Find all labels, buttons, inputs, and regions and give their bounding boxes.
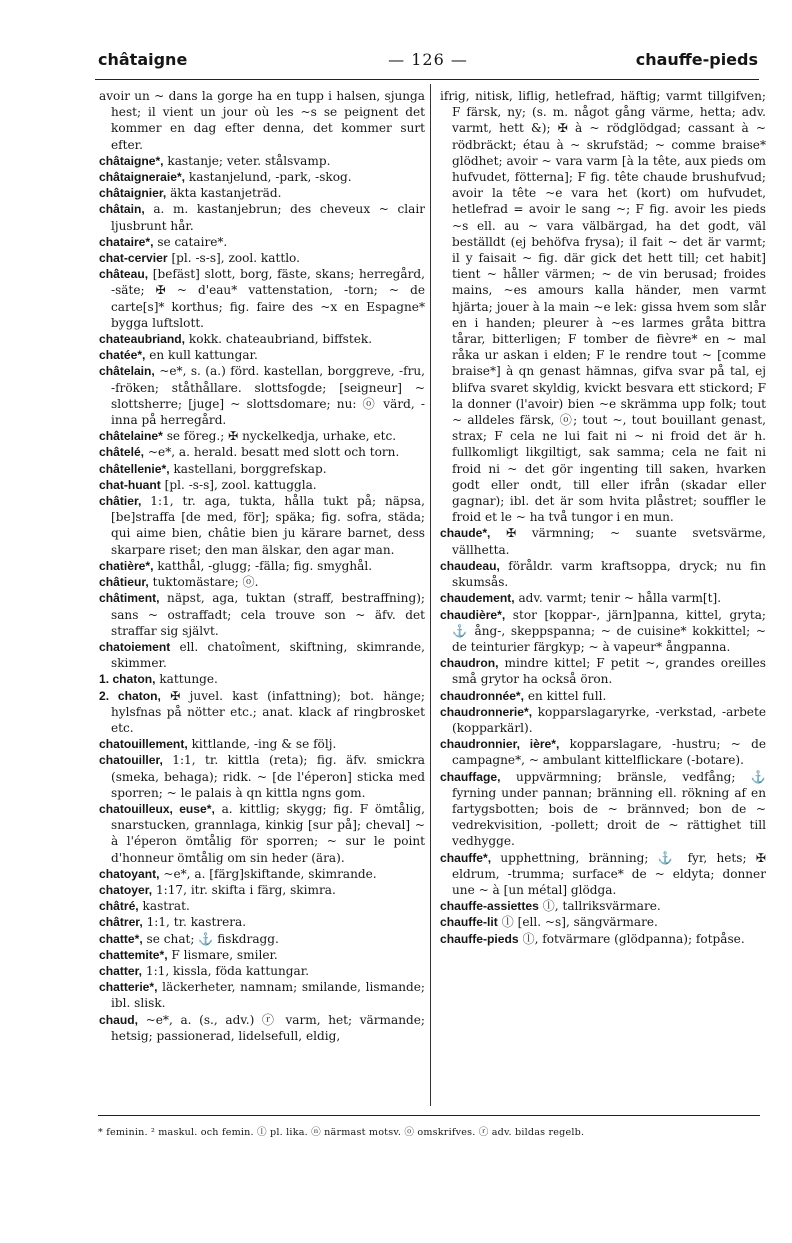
dictionary-entry — [440, 769, 766, 850]
dictionary-entry — [99, 347, 425, 363]
dictionary-entry — [99, 201, 425, 233]
right-column — [440, 88, 766, 1106]
entry-definition: ~e*, a. (s., adv.) ⓡ varm, het; värmande; hetsig; passionerad, lidelsefull, eldig, — [111, 1012, 425, 1043]
entry-headword: chauffage, — [440, 769, 501, 784]
entry-definition: läckerheter, namnam; smilande, lismande; ibl. slisk. — [111, 980, 425, 1011]
entry-definition: 1:1, tr. kittla (reta); fig. äfv. smickra (smeka, behaga); ridk. ~ [de l'éperon] sticka med sporren; ~ le palais à qn kittla ngns gom. — [111, 753, 425, 800]
entry-definition: äkta kastanjeträd. — [170, 186, 282, 201]
entry-headword: chatée*, — [99, 348, 146, 363]
entry-definition: kokk. chateaubriand, biffstek. — [188, 332, 373, 347]
entry-definition: [befäst] slott, borg, fäste, skans; herregård, -säte; ✠ ~ d'eau* vattenstation, -torn; ~ de carte[s]* korthus; fig. faire des ~x en Espagne* bygga luftslott. — [111, 267, 425, 330]
dictionary-entry — [99, 801, 425, 866]
entry-headword: chaudière*, — [440, 607, 506, 622]
dictionary-entry — [99, 574, 425, 590]
dictionary-entry — [99, 1012, 425, 1044]
entry-definition: F lismare, smiler. — [171, 947, 278, 962]
entry-headword: chattemite*, — [99, 947, 168, 962]
dictionary-entry — [99, 363, 425, 428]
entry-headword: chaudement, — [440, 591, 515, 606]
entry-definition: en kull kattungar. — [149, 348, 258, 363]
dictionary-entry — [99, 590, 425, 639]
dictionary-entry — [99, 963, 425, 979]
dictionary-entry — [99, 671, 425, 687]
entry-headword: chatte*, — [99, 931, 143, 946]
entry-headword: chatouiller, — [99, 753, 163, 768]
entry-definition: näpst, aga, tuktan (straff, bestraffning); sans ~ ostraffadt; cela trouve son ~ äfv. det straffar sig självt. — [111, 591, 425, 638]
entry-definition: ell. chatoîment, skiftning, skimrande, skimmer. — [111, 639, 425, 671]
header-last-word: chauffe-pieds — [635, 50, 758, 69]
dictionary-entry — [99, 185, 425, 201]
entry-headword: chataire*, — [99, 234, 154, 249]
dictionary-entry — [440, 88, 766, 525]
entry-definition: 1:1, kissla, föda kattungar. — [145, 963, 310, 978]
page-number: — 126 — — [388, 50, 468, 69]
entry-definition: se föreg.; ✠ nyckelkedja, urhake, etc. — [166, 429, 397, 444]
entry-headword: 1. chaton, — [99, 672, 156, 687]
entry-headword: chaude*, — [440, 526, 491, 541]
entry-headword: chauffe-lit — [440, 915, 498, 930]
entry-definition: stor [koppar-, järn]panna, kittel, gryta; ⚓ ång-, skeppspanna; ~ de cuisine* kokkittel; ~ de teinturier färgkyp; ~ à vapeur* ångpanna. — [452, 607, 766, 654]
entry-headword: chaudron, — [440, 656, 499, 671]
entry-headword: chauffe*, — [440, 850, 492, 865]
entry-headword: chaudronnier, ière*, — [440, 737, 560, 752]
entry-definition: a. kittlig; skygg; fig. F ömtålig, snarstucken, grannlaga, kinkig [sur på]; cheval] ~ à l'éperon ömtålig för sporren; ~ sur le point d'honneur ömtålig om sin heder (ära). — [111, 801, 425, 865]
entry-headword: 2. chaton, — [99, 688, 161, 703]
entry-definition: se cataire*. — [157, 234, 228, 249]
dictionary-entry — [99, 444, 425, 460]
abbreviation-legend: * feminin. ² maskul. och femin. ⓛ pl. lika. ⓝ närmast motsv. ⓞ omskrifves. ⓡ adv. bildas regelb. — [98, 1127, 585, 1138]
dictionary-entry — [99, 234, 425, 250]
entry-definition: ifrig, nitisk, liflig, hetlefrad, häftig; varmt tillgifven; F färsk, ny; (s. m. något gång värme, hetta; adv. varmt, hett &); ✠ à ~ rödglödgad; cassant à ~ rödbräckt; étau à ~ skrufstäd; ~ comme braise* glödhet; avoir ~ vara varm [à la tête, aux pieds om hufvudet, fötterna]; F fig. tête chaude brushufvud; avoir la tête ~e vara het (kort) om hufvudet, hetlefrad = avoir le sang ~; F fig. avoir les pieds ~s ell. au ~ vara välbärgad, ha det godt, väl beställdt (ej behöfva frysa); il fait ~ det är varmt; il y faisait ~ fig. där gick det hett till; cet habit] tient ~ håller värmen; ~ de vin berusad; froides mains, ~es amours kalla händer, men varmt hjärta; jouer à la main ~e lek: gissa hvem som slår en i handen; pleurer à ~es larmes gråta bittra tårar, bitterligen; F tomber de fièvre* en ~ mal råka ur askan i elden; F le rendre tout ~ [comme braise*] à qn genast hämnas, gifva svar på tal, ej blifva svaret skyldig, kvickt besvara ett stickord; F la donner (l'avoir) bien ~e skrämma upp folk; tout ~ alldeles färsk, ⓞ; tout ~, tout bouillant genast, strax; F cela ne lui fait ni ~ ni froid det är h. fullkomligt likgiltigt, sak samma; cela ne fait ni froid ni ~ det gör ingenting till saken, hvarken godt eller ondt, till eller ifrån (skadar eller gagnar); ibl. det är som hvita plåstret; souffler le froid et le ~ ha två tungor i en mun. — [440, 89, 766, 525]
entry-headword: châtelain, — [99, 364, 155, 379]
dictionary-entry — [99, 169, 425, 185]
entry-definition: a. m. kastanjebrun; des cheveux ~ clair ljusbrunt hår. — [111, 202, 425, 233]
dictionary-entry — [99, 558, 425, 574]
dictionary-entry — [99, 931, 425, 947]
dictionary-entry — [99, 331, 425, 347]
dictionary-entry — [440, 525, 766, 557]
dictionary-entry — [99, 752, 425, 801]
entry-headword: châtaigneraie*, — [99, 170, 186, 185]
left-column — [99, 88, 425, 1106]
entry-definition: ✠ värmning; ~ suante svetsvärme, vällhetta. — [452, 526, 766, 557]
entry-headword: chaudronnée*, — [440, 688, 525, 703]
entry-headword: chateaubriand, — [99, 332, 186, 347]
dictionary-entry — [99, 736, 425, 752]
running-header — [98, 50, 758, 74]
dictionary-entry — [440, 931, 766, 947]
entry-definition: kopparslagare, -hustru; ~ de campagne*, ~ ambulant kittelflickare (-botare). — [452, 737, 766, 768]
dictionary-entry — [99, 898, 425, 914]
entry-definition: föråldr. varm kraftsoppa, dryck; nu fin skumsås. — [452, 558, 766, 590]
entry-headword: chat-huant — [99, 477, 161, 492]
dictionary-entry — [440, 688, 766, 704]
entry-headword: chat-cervier — [99, 251, 168, 266]
entry-headword: chauffe-assiettes — [440, 899, 539, 914]
dictionary-entry — [99, 266, 425, 331]
entry-definition: ~e*, s. (a.) förd. kastellan, borggreve, -fru, -fröken; ståthållare. slottsfogde; [seigneur] ~ slottsherre; [juge] ~ slottsdomare; nu: ⓞ värd, -inna på herregård. — [111, 364, 425, 428]
entry-definition: 1:1, tr. kastrera. — [146, 915, 247, 930]
entry-headword: châtelé, — [99, 445, 145, 460]
dictionary-entry — [440, 704, 766, 736]
entry-definition: kastanje; veter. stålsvamp. — [167, 153, 331, 168]
entry-headword: chatoyant, — [99, 866, 160, 881]
dictionary-entry — [99, 88, 425, 153]
entry-definition: [pl. -s-s], zool. kattuggla. — [164, 477, 317, 492]
entry-definition: ⓛ [ell. ~s], sängvärmare. — [501, 915, 658, 930]
column-divider — [430, 84, 431, 1106]
entry-definition: [pl. -s-s], zool. kattlo. — [171, 251, 300, 266]
entry-definition: kastanjelund, -park, -skog. — [188, 170, 352, 185]
header-first-word: châtaigne — [98, 50, 188, 69]
dictionary-entry — [440, 558, 766, 590]
footer-rule — [98, 1115, 760, 1116]
entry-headword: châtaignier, — [99, 186, 167, 201]
dictionary-entry — [99, 947, 425, 963]
entry-definition: kastellani, borggrefskap. — [173, 461, 327, 476]
entry-headword: chatoiement — [99, 639, 171, 654]
entry-headword: châtellenie*, — [99, 461, 170, 476]
entry-definition: 1:1, tr. aga, tukta, hålla tukt på; näpsa, [be]straffa [de med, för]; späka; fig. sofra, städa; qui aime bien, châtie bien ju kärare barnet, dess skarpare riset; den man älskar, den agar man. — [111, 494, 425, 557]
entry-headword: chatouilleux, euse*, — [99, 801, 215, 816]
entry-headword: châtain, — [99, 202, 145, 217]
entry-definition: ~e*, a. herald. besatt med slott och torn. — [147, 445, 400, 460]
entry-headword: châtré, — [99, 899, 139, 914]
dictionary-entry — [440, 655, 766, 687]
entry-headword: chaudeau, — [440, 558, 500, 573]
dictionary-entry — [99, 914, 425, 930]
entry-headword: chatière*, — [99, 558, 154, 573]
entry-definition: kastrat. — [142, 899, 190, 914]
dictionary-entry — [99, 882, 425, 898]
entry-definition: se chat; ⚓ fiskdragg. — [146, 931, 279, 946]
entry-headword: châtiment, — [99, 591, 160, 606]
entry-headword: chaud, — [99, 1012, 138, 1027]
dictionary-entry — [99, 493, 425, 558]
entry-definition: avoir un ~ dans la gorge ha en tupp i halsen, sjunga hest; il vient un jour où les ~s se peignent det kommer en dag efter denna, det kommer surt efter. — [99, 89, 425, 152]
entry-headword: châtrer, — [99, 915, 143, 930]
entry-headword: chatterie*, — [99, 980, 158, 995]
entry-definition: kittlande, -ing & se följ. — [191, 737, 337, 752]
entry-definition: kopparslagaryrke, -verkstad, -arbete (kopparkärl). — [452, 704, 766, 735]
entry-definition: ⓛ, tallriksvärmare. — [542, 899, 661, 914]
dictionary-entry — [99, 979, 425, 1011]
dictionary-entry — [440, 914, 766, 930]
entry-definition: kattunge. — [159, 672, 218, 687]
dictionary-entry — [99, 153, 425, 169]
entry-headword: châtieur, — [99, 575, 149, 590]
entry-definition: upphettning, bränning; ⚓ fyr, hets; ✠ eldrum, -trumma; surface* de ~ eldyta; donner une ~ à [un métal] glödga. — [452, 850, 766, 897]
entry-headword: chauffe-pieds — [440, 931, 519, 946]
dictionary-entry — [440, 607, 766, 656]
entry-headword: châtaigne*, — [99, 153, 164, 168]
entry-definition: ⓛ, fotvärmare (glödpanna); fotpåse. — [522, 931, 745, 946]
entry-definition: uppvärmning; bränsle, vedfång; ⚓ fyrning under pannan; bränning ell. rökning af en fartygsbotten; bois de ~ brännved; bon de ~ vedrekvisition, -pollett; droit de ~ rättighet till vedhygge. — [452, 769, 766, 849]
entry-definition: mindre kittel; F petit ~, grandes oreilles små grytor ha också öron. — [452, 656, 766, 687]
dictionary-entry — [99, 688, 425, 737]
dictionary-entry — [440, 898, 766, 914]
entry-definition: 1:17, itr. skifta i färg, skimra. — [155, 882, 336, 897]
entry-headword: chaudronnerie*, — [440, 704, 533, 719]
entry-definition: adv. varmt; tenir ~ hålla varm[t]. — [518, 591, 722, 606]
entry-headword: chatoyer, — [99, 882, 153, 897]
dictionary-entry — [99, 428, 425, 444]
entry-headword: châtelaine* — [99, 429, 163, 444]
entry-definition: katthål, -glugg; -fälla; fig. smyghål. — [157, 558, 373, 573]
entry-definition: ✠ juvel. kast (infattning); bot. hänge; hylsfnas på nötter etc.; anat. klack af ringbrosket etc. — [111, 688, 425, 735]
dictionary-entry — [99, 866, 425, 882]
entry-definition: en kittel full. — [527, 688, 607, 703]
entry-headword: chatter, — [99, 963, 143, 978]
dictionary-entry — [99, 461, 425, 477]
dictionary-entry — [440, 590, 766, 606]
dictionary-entry — [99, 639, 425, 671]
entry-headword: châtier, — [99, 494, 142, 509]
entry-headword: chatouillement, — [99, 737, 188, 752]
entry-definition: tuktomästare; ⓞ. — [152, 575, 259, 590]
dictionary-entry — [99, 477, 425, 493]
dictionary-entry — [99, 250, 425, 266]
header-rule — [95, 79, 759, 80]
dictionary-entry — [440, 850, 766, 899]
entry-headword: château, — [99, 267, 149, 282]
dictionary-entry — [440, 736, 766, 768]
entry-definition: ~e*, a. [färg]skiftande, skimrande. — [163, 866, 377, 881]
